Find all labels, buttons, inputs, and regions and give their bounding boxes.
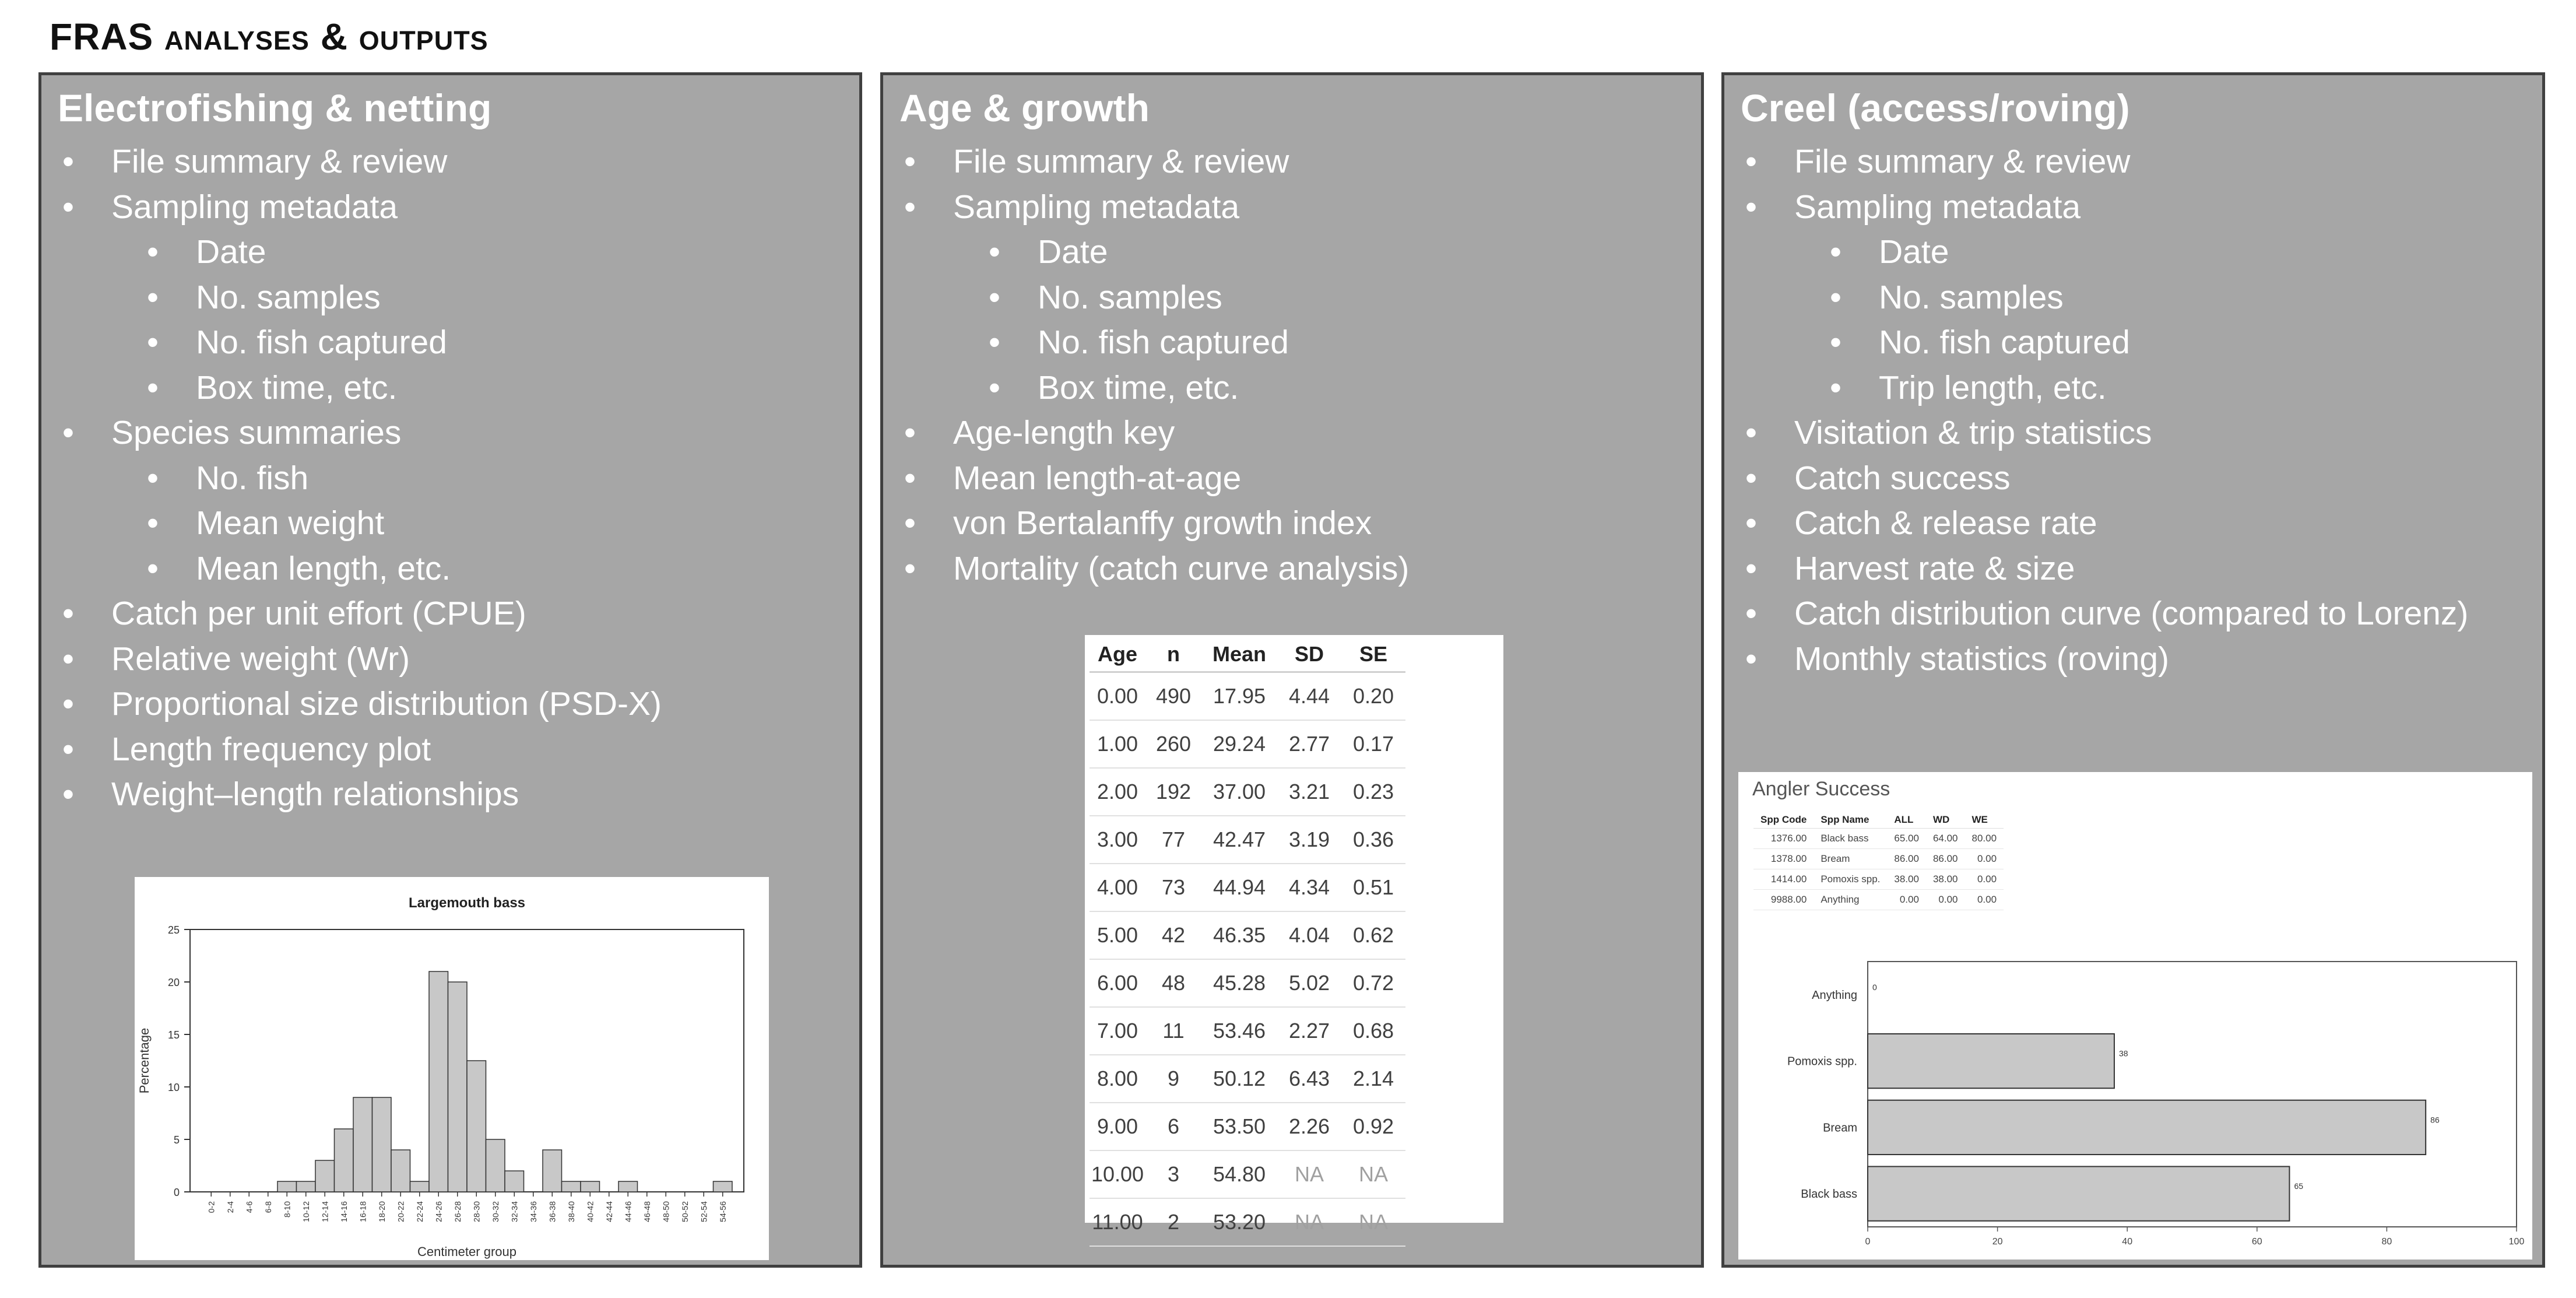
sub-bullet-item: • No. samples: [899, 275, 1409, 321]
age-length-table: [1090, 637, 1405, 1247]
x-tick-label: 4-6: [244, 1201, 254, 1213]
table-cell: 0.00: [1964, 890, 2004, 910]
sub-bullet-item: • No. fish: [58, 456, 662, 501]
table-row: [1090, 1150, 1405, 1198]
x-tick-label: 46-48: [642, 1201, 652, 1222]
table-row: [1090, 816, 1405, 864]
table-cell: 29.24: [1201, 720, 1277, 768]
table-cell: Pomoxis spp.: [1814, 869, 1887, 890]
sub-bullet-item: • Trip length, etc.: [1741, 366, 2468, 411]
x-tick-label: 22-24: [414, 1201, 424, 1222]
table-row: [1090, 959, 1405, 1007]
bullet-item: • Length frequency plot: [58, 727, 662, 773]
length-frequency-svg: [135, 877, 769, 1260]
table-cell: 42: [1145, 911, 1201, 959]
angler-success-title: Angler Success: [1752, 778, 1890, 800]
x-tick-label: 12-14: [320, 1201, 330, 1222]
x-tick-label: 28-30: [472, 1201, 482, 1222]
x-tick-label: 20: [1992, 1237, 2003, 1247]
bullet-item: • Proportional size distribution (PSD-X): [58, 682, 662, 727]
x-tick-label: 52-54: [699, 1201, 709, 1222]
histogram-bar: [618, 1181, 638, 1192]
table-cell: 6.00: [1090, 959, 1145, 1007]
column-header: SD: [1277, 637, 1341, 672]
histogram-bar: [410, 1181, 430, 1192]
bullet-item: • Species summaries: [58, 411, 662, 456]
panel-electrofishing: [38, 72, 862, 1268]
sub-bullet-item: • No. fish captured: [899, 320, 1409, 366]
column-header: Spp Code: [1753, 812, 1814, 829]
table-cell: 0.51: [1341, 864, 1405, 911]
table-cell: 53.50: [1201, 1103, 1277, 1150]
x-tick-label: 36-38: [547, 1201, 557, 1222]
histogram-bar: [277, 1181, 297, 1192]
table-cell: 0.68: [1341, 1007, 1405, 1055]
column-header: WD: [1926, 812, 1965, 829]
table-cell: 6.43: [1277, 1055, 1341, 1103]
table-cell: 0.20: [1341, 672, 1405, 721]
panel-title: Electrofishing & netting: [58, 86, 492, 129]
table-cell: 7.00: [1090, 1007, 1145, 1055]
histogram-bar: [467, 1061, 486, 1192]
table-cell: 490: [1145, 672, 1201, 721]
x-tick-label: 10-12: [301, 1201, 311, 1222]
bullet-item: • Catch & release rate: [1741, 501, 2468, 546]
category-label: Bream: [1823, 1121, 1857, 1135]
bullet-item: • File summary & review: [58, 139, 662, 185]
table-cell: 1378.00: [1753, 849, 1814, 869]
bullet-item: • Sampling metadata: [899, 185, 1409, 230]
x-tick-label: 2-4: [225, 1201, 235, 1213]
success-bar: [1868, 1166, 2289, 1220]
bullet-item: • Visitation & trip statistics: [1741, 411, 2468, 456]
category-label: Pomoxis spp.: [1787, 1055, 1857, 1068]
histogram-bar: [372, 1097, 392, 1192]
table-cell: 0.00: [1090, 672, 1145, 721]
x-tick-label: 32-34: [509, 1201, 519, 1222]
table-cell: 17.95: [1201, 672, 1277, 721]
table-cell: 86.00: [1926, 849, 1965, 869]
sub-bullet-item: • Date: [58, 230, 662, 275]
bar-value-label: 0: [1872, 982, 1877, 992]
panel-title: Creel (access/roving): [1741, 86, 2130, 129]
success-bar: [1868, 1100, 2426, 1155]
histogram-bar: [353, 1097, 372, 1192]
table-cell: 9: [1145, 1055, 1201, 1103]
table-cell: 2: [1145, 1198, 1201, 1246]
y-tick-label: 0: [173, 1187, 180, 1198]
bar-value-label: 38: [2118, 1048, 2128, 1058]
bullet-item: • Mean length-at-age: [899, 456, 1409, 501]
table-cell: 38.00: [1887, 869, 1926, 890]
sub-bullet-item: • Box time, etc.: [58, 366, 662, 411]
table-cell: Anything: [1814, 890, 1887, 910]
x-axis-label: Centimeter group: [417, 1244, 516, 1259]
table-cell: 9.00: [1090, 1103, 1145, 1150]
x-tick-label: 42-44: [604, 1201, 614, 1222]
success-bar: [1868, 1034, 2114, 1088]
table-cell: 48: [1145, 959, 1201, 1007]
column-header: Spp Name: [1814, 812, 1887, 829]
table-row: [1090, 1198, 1405, 1246]
sub-bullet-item: • Mean weight: [58, 501, 662, 546]
table-row: [1090, 911, 1405, 959]
table-cell: 11.00: [1090, 1198, 1145, 1246]
table-cell: 54.80: [1201, 1150, 1277, 1198]
sub-bullet-item: • Date: [1741, 230, 2468, 275]
table-cell: 4.00: [1090, 864, 1145, 911]
bullet-list: [899, 139, 1409, 591]
table-cell: 86.00: [1887, 849, 1926, 869]
age-table-card: [1085, 635, 1503, 1234]
x-tick-label: 24-26: [434, 1201, 444, 1222]
table-cell: NA: [1341, 1150, 1405, 1198]
bullet-item: • Age-length key: [899, 411, 1409, 456]
table-cell: 4.34: [1277, 864, 1341, 911]
x-tick-label: 54-56: [718, 1201, 728, 1222]
table-row: [1090, 1055, 1405, 1103]
table-cell: 1.00: [1090, 720, 1145, 768]
table-cell: 77: [1145, 816, 1201, 864]
table-row: [1090, 720, 1405, 768]
table-row: [1090, 768, 1405, 816]
table-cell: 46.35: [1201, 911, 1277, 959]
table-cell: Bream: [1814, 849, 1887, 869]
table-cell: 45.28: [1201, 959, 1277, 1007]
table-cell: 37.00: [1201, 768, 1277, 816]
column-header: n: [1145, 637, 1201, 672]
bullet-item: • File summary & review: [1741, 139, 2468, 185]
bar-value-label: 65: [2294, 1181, 2304, 1191]
table-cell: 11: [1145, 1007, 1201, 1055]
y-tick-label: 25: [167, 924, 180, 936]
table-cell: Black bass: [1814, 829, 1887, 849]
y-tick-label: 20: [167, 977, 180, 988]
bullet-item: • Weight–length relationships: [58, 772, 662, 818]
x-tick-label: 14-16: [339, 1201, 349, 1222]
histogram-bar: [448, 982, 468, 1192]
y-tick-label: 5: [173, 1134, 180, 1146]
sub-bullet-item: • No. fish captured: [1741, 320, 2468, 366]
bullet-item: • File summary & review: [899, 139, 1409, 185]
table-cell: 10.00: [1090, 1150, 1145, 1198]
table-cell: 3.19: [1277, 816, 1341, 864]
x-tick-label: 34-36: [528, 1201, 538, 1222]
table-cell: 9988.00: [1753, 890, 1814, 910]
x-tick-label: 38-40: [566, 1201, 576, 1222]
table-row: [1090, 864, 1405, 911]
table-cell: 0.00: [1926, 890, 1965, 910]
panel-title: Age & growth: [899, 86, 1150, 129]
table-cell: 0.72: [1341, 959, 1405, 1007]
table-cell: 0.00: [1887, 890, 1926, 910]
x-tick-label: 18-20: [377, 1201, 386, 1222]
table-cell: 4.04: [1277, 911, 1341, 959]
histogram-bar: [315, 1160, 335, 1192]
category-label: Black bass: [1801, 1188, 1857, 1201]
table-cell: 0.23: [1341, 768, 1405, 816]
table-cell: 42.47: [1201, 816, 1277, 864]
x-tick-label: 0-2: [206, 1201, 216, 1213]
table-cell: 73: [1145, 864, 1201, 911]
sub-bullet-item: • No. samples: [58, 275, 662, 321]
x-tick-label: 26-28: [452, 1201, 462, 1222]
sub-bullet-item: • Date: [899, 230, 1409, 275]
table-cell: 64.00: [1926, 829, 1965, 849]
y-axis-label: Percentage: [137, 1027, 152, 1094]
sub-bullet-item: • No. samples: [1741, 275, 2468, 321]
bullet-item: • Catch distribution curve (compared to Lorenz): [1741, 591, 2468, 637]
column-header: Mean: [1201, 637, 1277, 672]
sub-bullet-item: • No. fish captured: [58, 320, 662, 366]
table-cell: 0.36: [1341, 816, 1405, 864]
x-tick-label: 6-8: [263, 1201, 273, 1213]
table-cell: 0.92: [1341, 1103, 1405, 1150]
x-tick-label: 40-42: [585, 1201, 595, 1222]
table-cell: 50.12: [1201, 1055, 1277, 1103]
x-tick-label: 0: [1865, 1237, 1871, 1247]
length-frequency-chart: [135, 877, 769, 1260]
sub-bullet-item: • Mean length, etc.: [58, 546, 662, 592]
table-cell: 260: [1145, 720, 1201, 768]
x-tick-label: 48-50: [661, 1201, 671, 1222]
sub-bullet-item: • Box time, etc.: [899, 366, 1409, 411]
table-cell: NA: [1341, 1198, 1405, 1246]
table-cell: 44.94: [1201, 864, 1277, 911]
bullet-item: • von Bertalanffy growth index: [899, 501, 1409, 546]
chart-title: Largemouth bass: [408, 895, 526, 911]
x-tick-label: 60: [2251, 1237, 2262, 1247]
panel-creel: [1721, 72, 2545, 1268]
column-header: SE: [1341, 637, 1405, 672]
x-tick-label: 80: [2381, 1237, 2392, 1247]
y-tick-label: 10: [167, 1082, 180, 1093]
table-cell: 192: [1145, 768, 1201, 816]
table-cell: 65.00: [1887, 829, 1926, 849]
angler-success-card: [1738, 772, 2532, 1260]
histogram-bar: [562, 1181, 581, 1192]
histogram-bar: [714, 1181, 733, 1192]
histogram-bar: [429, 971, 448, 1192]
table-cell: 2.77: [1277, 720, 1341, 768]
x-tick-label: 8-10: [282, 1201, 292, 1218]
bullet-item: • Catch per unit effort (CPUE): [58, 591, 662, 637]
column-header: ALL: [1887, 812, 1926, 829]
histogram-bar: [297, 1181, 316, 1192]
histogram-bar: [391, 1150, 410, 1192]
histogram-bar: [335, 1129, 354, 1192]
histogram-bar: [486, 1139, 505, 1192]
y-tick-label: 15: [167, 1029, 180, 1041]
table-cell: 2.26: [1277, 1103, 1341, 1150]
x-tick-label: 50-52: [680, 1201, 690, 1222]
bullet-item: • Mortality (catch curve analysis): [899, 546, 1409, 592]
table-cell: 0.62: [1341, 911, 1405, 959]
bullet-item: • Harvest rate & size: [1741, 546, 2468, 592]
table-row: [1090, 1007, 1405, 1055]
bullet-item: • Relative weight (Wr): [58, 637, 662, 682]
table-cell: 2.00: [1090, 768, 1145, 816]
table-cell: 0.00: [1964, 849, 2004, 869]
table-cell: 80.00: [1964, 829, 2004, 849]
column-header: WE: [1964, 812, 2004, 829]
table-cell: 8.00: [1090, 1055, 1145, 1103]
histogram-bar: [505, 1171, 524, 1192]
histogram-bar: [581, 1181, 600, 1192]
table-cell: 1414.00: [1753, 869, 1814, 890]
table-cell: 53.46: [1201, 1007, 1277, 1055]
bullet-item: • Sampling metadata: [1741, 185, 2468, 230]
category-label: Anything: [1812, 988, 1857, 1002]
panel-age-growth: [880, 72, 1704, 1268]
bullet-list: [1741, 139, 2468, 682]
table-cell: 3.00: [1090, 816, 1145, 864]
x-tick-label: 40: [2122, 1237, 2133, 1247]
x-tick-label: 30-32: [490, 1201, 500, 1222]
x-tick-label: 20-22: [396, 1201, 406, 1222]
table-cell: 4.44: [1277, 672, 1341, 721]
bullet-item: • Monthly statistics (roving): [1741, 637, 2468, 682]
bar-value-label: 86: [2430, 1115, 2440, 1125]
bullet-list: [58, 139, 662, 818]
table-cell: 3.21: [1277, 768, 1341, 816]
table-cell: 0.17: [1341, 720, 1405, 768]
table-cell: 2.27: [1277, 1007, 1341, 1055]
table-cell: NA: [1277, 1150, 1341, 1198]
table-cell: 5.02: [1277, 959, 1341, 1007]
histogram-bar: [543, 1150, 562, 1192]
table-cell: 1376.00: [1753, 829, 1814, 849]
column-header: Age: [1090, 637, 1145, 672]
table-cell: NA: [1277, 1198, 1341, 1246]
angler-success-bar-chart: [1738, 772, 2532, 1260]
x-tick-label: 16-18: [358, 1201, 368, 1222]
table-cell: 38.00: [1926, 869, 1965, 890]
table-cell: 2.14: [1341, 1055, 1405, 1103]
x-tick-label: 100: [2508, 1237, 2525, 1247]
table-cell: 0.00: [1964, 869, 2004, 890]
bullet-item: • Catch success: [1741, 456, 2468, 501]
x-tick-label: 44-46: [623, 1201, 633, 1222]
bullet-item: • Sampling metadata: [58, 185, 662, 230]
table-cell: 6: [1145, 1103, 1201, 1150]
table-cell: 53.20: [1201, 1198, 1277, 1246]
table-row: [1090, 672, 1405, 721]
table-row: [1090, 1103, 1405, 1150]
page-title: FRAS analyses & outputs: [50, 16, 489, 58]
table-cell: 5.00: [1090, 911, 1145, 959]
table-cell: 3: [1145, 1150, 1201, 1198]
